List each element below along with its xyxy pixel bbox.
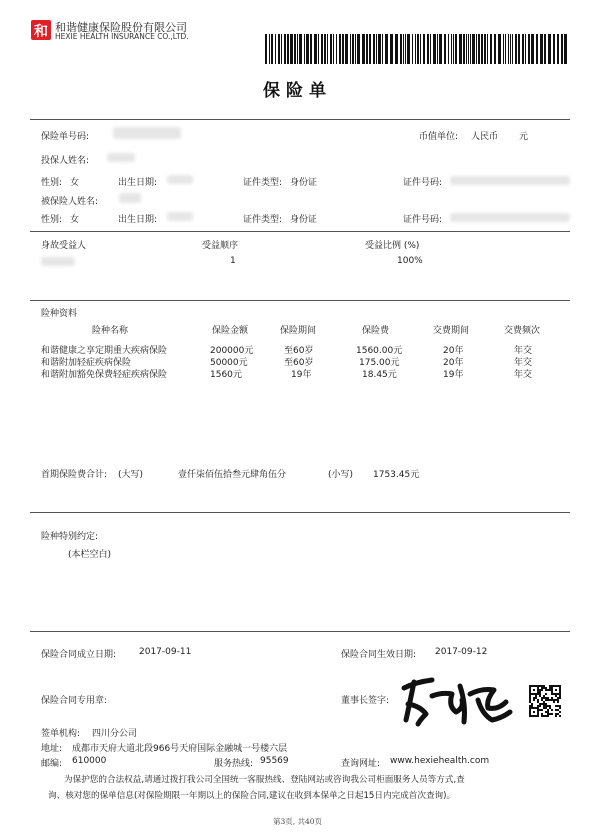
beneficiary-ratio-header: 受益比例 (%) <box>365 241 420 251</box>
insured-idtype-value: 身份证 <box>290 215 318 225</box>
insured-idtype-label: 证件类型: <box>243 215 283 225</box>
redacted-insured-idno <box>450 213 570 222</box>
postcode-value: 610000 <box>72 756 107 766</box>
coverage-cell: 175.00元 <box>359 358 400 368</box>
premium-lower-value: 1753.45元 <box>373 470 420 480</box>
address-label: 地址: <box>41 744 63 754</box>
currency-unit: 元 <box>519 132 529 142</box>
company-name-en: HEXIE HEALTH INSURANCE CO.,LTD. <box>55 32 189 41</box>
coverage-cell: 20年 <box>443 358 464 368</box>
beneficiary-name-header: 身故受益人 <box>41 241 87 251</box>
effective-date-label: 保险合同生效日期: <box>341 650 417 660</box>
coverage-header-cell: 保险费 <box>362 326 390 336</box>
issuer-value: 四川分公司 <box>92 729 138 739</box>
chairman-signature-label: 董事长签字: <box>341 696 390 706</box>
coverage-cell: 50000元 <box>210 358 248 368</box>
established-date-value: 2017-09-11 <box>139 647 192 657</box>
divider <box>30 119 570 120</box>
insured-gender-label: 性别: <box>41 215 63 225</box>
insured-idno-label: 证件号码: <box>403 215 443 225</box>
postcode-label: 邮编: <box>41 759 63 769</box>
redacted-holder-name <box>107 153 135 162</box>
coverage-cell: 年交 <box>514 358 533 368</box>
website-link[interactable]: www.hexiehealth.com <box>390 756 490 766</box>
established-date-label: 保险合同成立日期: <box>41 650 117 660</box>
redacted-holder-birth <box>167 175 193 184</box>
divider <box>30 231 570 232</box>
insured-birth-label: 出生日期: <box>118 215 158 225</box>
notice-line-1: 为保护您的合法权益,请通过拨打我公司全国统一客服热线、登陆网站或咨询我公司柜面服务人员等方式,查 <box>64 775 465 785</box>
coverage-header-cell: 险种名称 <box>92 326 129 336</box>
coverage-cell: 年交 <box>514 346 533 356</box>
hotline-value: 95569 <box>260 756 289 766</box>
issuer-label: 签单机构: <box>41 729 81 739</box>
holder-name-label: 投保人姓名: <box>41 156 90 166</box>
holder-idtype-value: 身份证 <box>290 178 318 188</box>
redacted-insured-birth <box>167 212 193 221</box>
insured-gender-value: 女 <box>70 215 80 225</box>
redacted-insured-name <box>119 193 141 203</box>
coverage-cell: 和谐健康之享定期重大疾病保险 <box>41 346 168 356</box>
holder-gender-label: 性别: <box>41 178 63 188</box>
currency-label: 币值单位: <box>419 132 459 142</box>
coverage-cell: 1560.00元 <box>356 346 403 356</box>
currency-value: 人民币 <box>471 132 499 142</box>
coverage-header-cell: 保险期间 <box>280 326 317 336</box>
redacted-holder-idno <box>450 176 570 185</box>
effective-date-value: 2017-09-12 <box>435 647 488 657</box>
redacted-beneficiary-name <box>41 257 75 266</box>
chairman-signature <box>398 676 516 728</box>
coverage-cell: 200000元 <box>210 346 254 356</box>
insured-name-label: 被保险人姓名: <box>41 197 99 207</box>
coverage-cell: 至60岁 <box>284 346 314 356</box>
holder-gender-value: 女 <box>70 178 80 188</box>
redacted-policy-number <box>113 127 181 139</box>
policy-number-label: 保险单号码: <box>41 132 90 142</box>
page-info: 第3页, 共40页 <box>272 817 323 826</box>
divider <box>30 631 570 632</box>
coverage-cell: 19年 <box>291 370 312 380</box>
company-logo-icon: 和 <box>31 20 51 40</box>
coverage-cell: 和谐附加轻症疾病保险 <box>41 358 132 368</box>
address-value: 成都市天府大道北段966号天府国际金融城一号楼六层 <box>72 744 288 754</box>
divider <box>30 512 570 513</box>
contract-seal-label: 保险合同专用章: <box>41 696 108 706</box>
coverage-cell: 18.45元 <box>362 370 397 380</box>
barcode <box>265 34 570 64</box>
holder-idtype-label: 证件类型: <box>243 178 283 188</box>
coverage-header-cell: 交费频次 <box>504 326 541 336</box>
coverage-section-label: 险种资料 <box>41 309 78 319</box>
coverage-cell: 至60岁 <box>284 358 314 368</box>
coverage-cell: 和谐附加豁免保费轻症疾病保险 <box>41 370 168 380</box>
special-terms-value: (本栏空白) <box>68 550 112 560</box>
coverage-header-cell: 交费期间 <box>433 326 470 336</box>
beneficiary-ratio-value: 100% <box>397 256 423 266</box>
beneficiary-order-header: 受益顺序 <box>202 241 239 251</box>
company-name-cn: 和谐健康保险股份有限公司 <box>55 21 187 34</box>
website-label: 查询网址: <box>341 759 381 769</box>
premium-lower-label: (小写) <box>328 470 354 480</box>
holder-idno-label: 证件号码: <box>403 178 443 188</box>
qr-code <box>529 685 561 717</box>
notice-line-2: 询、核对您的保单信息(对保险期限一年期以上的保险合同,建议在收到本保单之日起15日内完成首次查询)。 <box>48 791 456 801</box>
coverage-cell: 19年 <box>443 370 464 380</box>
hotline-label: 服务热线: <box>214 759 254 769</box>
beneficiary-order-value: 1 <box>230 256 236 266</box>
holder-birth-label: 出生日期: <box>118 178 158 188</box>
premium-upper-value: 壹仟柒佰伍拾叁元肆角伍分 <box>178 470 287 480</box>
coverage-header-cell: 保险金额 <box>212 326 249 336</box>
coverage-cell: 年交 <box>514 370 533 380</box>
premium-upper-label: (大写) <box>118 470 144 480</box>
premium-total-label: 首期保险费合计: <box>41 470 108 480</box>
special-terms-label: 险种特别约定: <box>41 532 99 542</box>
coverage-cell: 20年 <box>443 346 464 356</box>
coverage-cell: 1560元 <box>210 370 242 380</box>
document-title: 保险单 <box>263 81 332 101</box>
divider <box>30 300 570 301</box>
